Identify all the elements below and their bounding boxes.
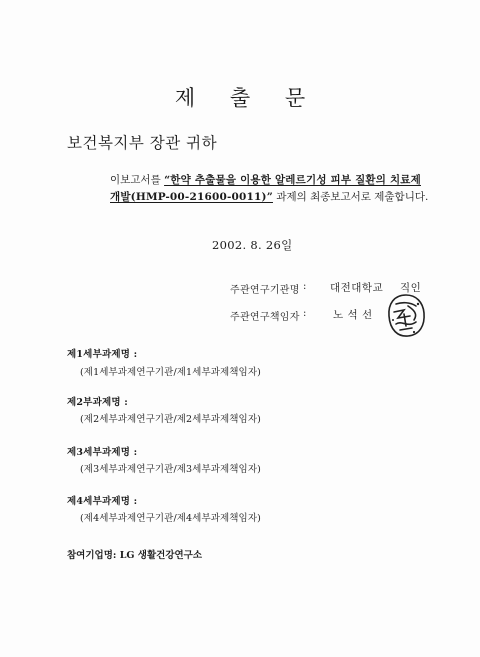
recipient: 보건복지부 장관 귀하 [67,134,218,152]
report-suffix: 과제의 최종보고서로 제출합니다. [276,191,429,203]
researcher-label: 주관연구책임자 [230,312,300,323]
researcher-colon: : [303,308,307,319]
subproject-2-title: 제2부과제명 : [67,397,128,408]
institution-name: 대전대학교 [330,282,384,294]
subproject-1-detail: (제1세부과제연구기관/제1세부과제책임자) [80,367,261,378]
subproject-1-title: 제1세부과제명 : [67,349,138,360]
subproject-3-title: 제3세부과제명 : [67,447,138,458]
institution-label: 주관연구기관명 [230,285,300,296]
institution-colon: : [303,281,307,292]
signature-seal-icon [384,292,428,340]
subproject-4-title: 제4세부과제명 : [67,496,138,507]
subproject-4-detail: (제4세부과제연구기관/제4세부과제책임자) [80,513,261,524]
subproject-3-detail: (제3세부과제연구기관/제3세부과제책임자) [80,464,261,475]
institution-seal-text: 직인 [400,282,422,294]
report-title-part-2: 개발(HMP-00-21600-0011)” [110,191,273,203]
subproject-2-detail: (제2세부과제연구기관/제2세부과제책임자) [80,414,261,425]
submission-date: 2002. 8. 26일 [212,238,293,252]
report-statement-line-1 [110,172,421,187]
participating-company: 참여기업명: LG 생활건강연구소 [67,550,203,561]
report-prefix: 이보고서를 [110,174,161,186]
document-title: 제 출 문 [174,86,320,110]
report-title-part-1: “한약 추출물을 이용한 알레르기성 피부 질환의 치료제 [164,174,421,186]
researcher-name: 노 석 선 [333,309,373,321]
report-statement-line-2 [110,189,428,204]
